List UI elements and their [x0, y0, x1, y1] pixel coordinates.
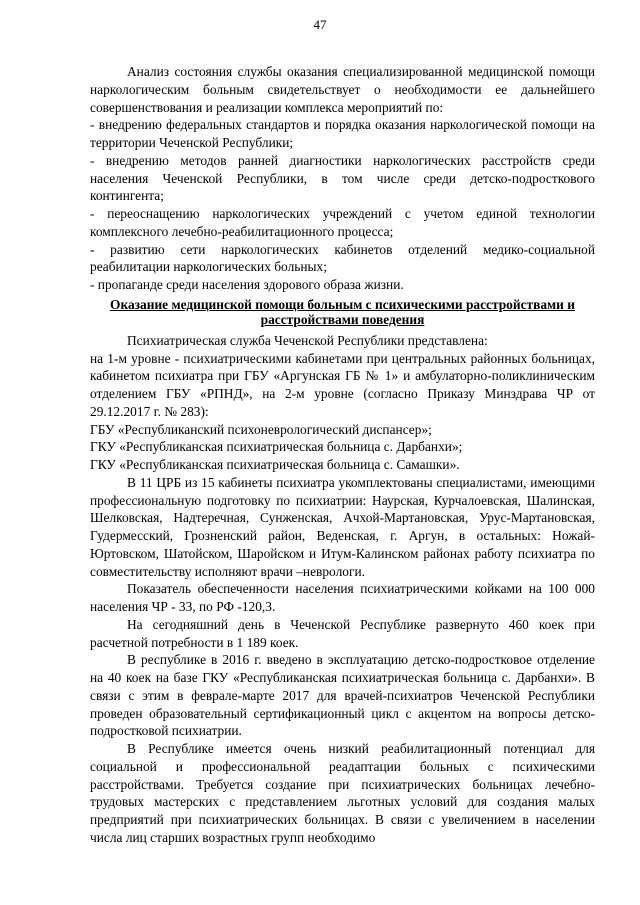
list-item: - внедрению методов ранней диагностики наркологических расстройств среди населения Чеченской Республики, в том числе среди детско-подросткового контингента; — [90, 152, 595, 204]
page-number: 47 — [313, 17, 327, 32]
paragraph: На сегодняшний день в Чеченской Республике развернуто 460 коек при расчетной потребности в 1 189 коек. — [90, 616, 595, 650]
paragraph: В республике в 2016 г. введено в эксплуатацию детско-подростковое отделение на 40 коек на базе ГКУ «Республиканская психиатрическая больница с. Дарбанхи». В связи с этим в феврале-марте 2017 для врачей-психиатров Чеченской Республики проведен образовательный сертификационный цикл с акцентом на вопросы детско-подростковой психиатрии. — [90, 652, 595, 739]
paragraph: Психиатрическая служба Чеченской Республики представлена: — [127, 332, 488, 348]
page-body — [90, 63, 595, 847]
section-heading: Оказание медицинской помощи больным с психическими расстройствами и расстройствами поведения — [110, 296, 575, 327]
list-item: - пропаганде среди населения здорового образа жизни. — [90, 277, 404, 292]
institution-line: ГКУ «Республиканская психиатрическая больница с. Самашки». — [90, 457, 460, 472]
paragraph-intro: Анализ состояния службы оказания специализированной медицинской помощи наркологическим больным свидетельствует о необходимости ее дальнейшего совершенствования и реализации комплекса мероприятий по: — [90, 64, 595, 115]
list-item: - развитию сети наркологических кабинетов отделений медико-социальной реабилитации наркологических больных; — [90, 241, 595, 275]
paragraph: В 11 ЦРБ из 15 кабинеты психиатра укомплектованы специалистами, имеющими профессиональную подготовку по психиатрии: Наурская, Курчалоевская, Шалинская, Шелковская, Надтеречная, Сунженская, Ачхой-Мартановская, Урус-Мартановская, Гудермесский, Грозненский район, Веденская, г. Аргун, в остальных: Ножай-Юртовском, Шатойском, Шаройском и Итум-Калинском районах работу психиатра по совместительству исполняют врачи –неврологи. — [90, 474, 595, 579]
institution-line: ГБУ «Республиканский психоневрологический диспансер»; — [90, 421, 432, 437]
paragraph: Показатель обеспеченности населения психиатрическими койками на 100 000 населения ЧР - 33, по РФ -120,3. — [90, 581, 595, 614]
paragraph: В Республике имеется очень низкий реабилитационный потенциал для социальной и профессиональной реадаптации больных с психическими расстройствами. Требуется создание при психиатрических больницах лечебно-трудовых мастерских с представлением льготных условий для создания малых предприятий при психиатрических больницах. В связи с увеличением в населении числа лиц старших возрастных групп необходимо — [90, 741, 595, 845]
institution-line: ГКУ «Республиканская психиатрическая больница с. Дарбанхи»; — [90, 439, 463, 455]
paragraph: на 1-м уровне - психиатрическими кабинетами при центральных районных больницах, кабинетом психиатра при ГБУ «Аргунская ГБ № 1» и амбулаторно-поликлиническим отделением ГБУ «РПНД», на 2-м уровне (согласно Приказу Минздрава ЧР от 29.12.2017 г. № 283): — [90, 350, 595, 419]
list-item: - переоснащению наркологических учреждений с учетом единой технологии комплексного лечебно-реабилитационного процесса; — [90, 206, 595, 239]
list-item: - внедрению федеральных стандартов и порядка оказания наркологической помощи на территории Чеченской Республики; — [90, 117, 595, 150]
